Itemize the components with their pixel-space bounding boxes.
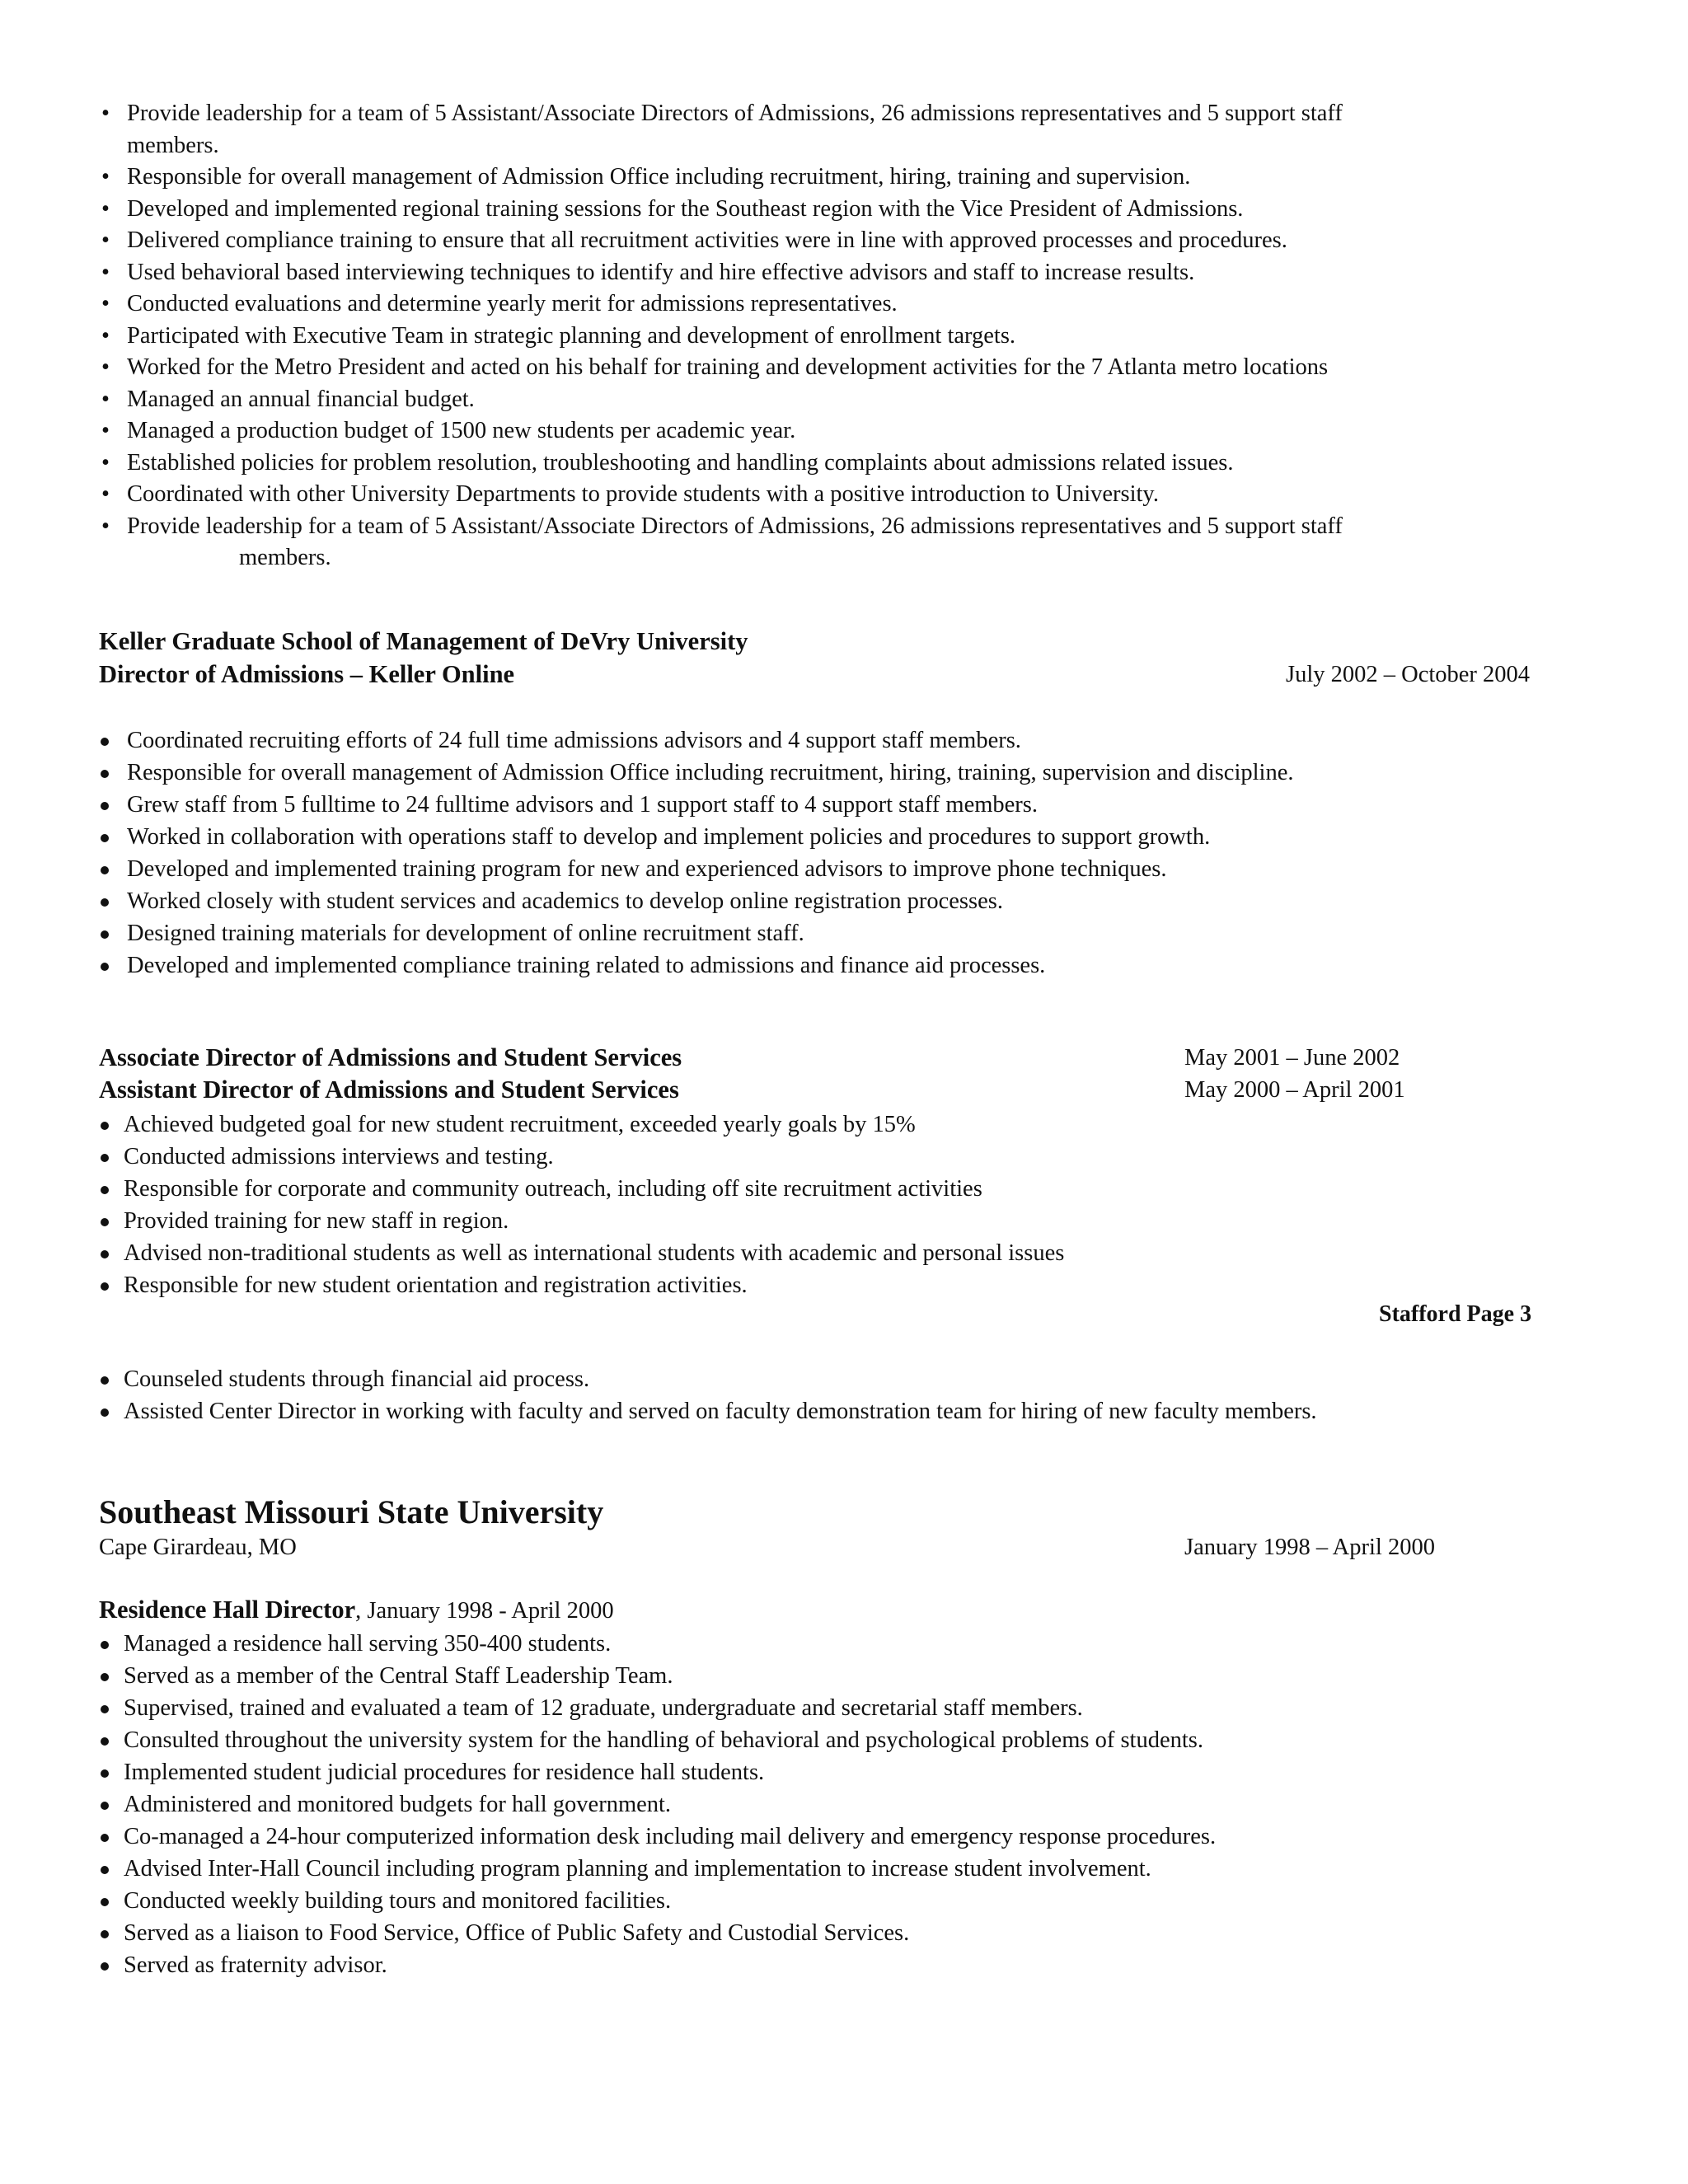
list-item: Administered and monitored budgets for hall government. <box>99 1788 1216 1821</box>
list-item: • Responsible for overall management of Admission Office including recruitment, hiring, training and supervision. <box>99 162 1343 194</box>
list-item: • Participated with Executive Team in strategic planning and development of enrollment targets. <box>99 321 1343 353</box>
page-label: Stafford Page 3 <box>1379 1301 1532 1327</box>
list-item: Responsible for corporate and community outreach, including off site recruitment activities <box>99 1173 1064 1205</box>
list-item: Advised Inter-Hall Council including program planning and implementation to increase student involvement. <box>99 1853 1216 1885</box>
job-dates: January 1998 – April 2000 <box>1184 1535 1435 1560</box>
list-item: Served as a member of the Central Staff Leadership Team. <box>99 1660 1216 1692</box>
list-item: Grew staff from 5 fulltime to 24 fulltime advisors and 1 support staff to 4 support staff members. <box>99 789 1293 821</box>
list-item: Consulted throughout the university system for the handling of behavioral and psychological problems of students. <box>99 1724 1216 1756</box>
list-item: • Worked for the Metro President and acted on his behalf for training and development activities for the 7 Atlanta metro locations <box>99 352 1343 384</box>
list-item: • Delivered compliance training to ensure that all recruitment activities were in line with approved processes and procedures. <box>99 225 1343 257</box>
list-item: • Used behavioral based interviewing techniques to identify and hire effective advisors and staff to increase results. <box>99 257 1343 289</box>
job-dates: May 2001 – June 2002 <box>1184 1045 1400 1071</box>
leadership-bullet-list <box>99 98 1343 574</box>
job-title: Director of Admissions – Keller Online <box>99 660 515 688</box>
job-dates: May 2000 – April 2001 <box>1184 1077 1405 1103</box>
bullet-text-wrap: members. <box>127 132 219 158</box>
list-item <box>99 98 1343 162</box>
role-title: Residence Hall Director <box>99 1596 356 1624</box>
list-item: Conducted weekly building tours and monitored facilities. <box>99 1885 1216 1917</box>
list-item: Served as fraternity advisor. <box>99 1949 1216 1981</box>
list-item: Coordinated recruiting efforts of 24 full time admissions advisors and 4 support staff members. <box>99 724 1293 757</box>
list-item: Worked in collaboration with operations staff to develop and implement policies and procedures to support growth. <box>99 821 1293 853</box>
bullet-text: Provide leadership for a team of 5 Assistant/Associate Directors of Admissions, 26 admissions representatives and 5 support staff <box>127 513 1343 539</box>
semo-bullet-list <box>99 1628 1216 1981</box>
list-item: Provided training for new staff in region. <box>99 1205 1064 1237</box>
list-item: Developed and implemented training program for new and experienced advisors to improve phone techniques. <box>99 853 1293 885</box>
associate-bullet-list-continued <box>99 1363 1317 1427</box>
list-item: Designed training materials for development of online recruitment staff. <box>99 917 1293 949</box>
job-title: Associate Director of Admissions and Student Services <box>99 1043 682 1071</box>
keller-bullet-list <box>99 724 1293 982</box>
list-item: Served as a liaison to Food Service, Office of Public Safety and Custodial Services. <box>99 1917 1216 1949</box>
list-item: Achieved budgeted goal for new student recruitment, exceeded yearly goals by 15% <box>99 1108 1064 1141</box>
list-item <box>99 511 1343 574</box>
associate-bullet-list <box>99 1108 1064 1301</box>
list-item: • Developed and implemented regional training sessions for the Southeast region with the Vice President of Admissions. <box>99 194 1343 226</box>
list-item: • Managed a production budget of 1500 new students per academic year. <box>99 415 1343 448</box>
job-dates: July 2002 – October 2004 <box>1286 662 1531 687</box>
list-item: • Established policies for problem resolution, troubleshooting and handling complaints about admissions related issues. <box>99 448 1343 480</box>
list-item: • Managed an annual financial budget. <box>99 384 1343 416</box>
bullet-text-wrap: members. <box>239 545 331 570</box>
employer-heading: Keller Graduate School of Management of DeVry University <box>99 627 748 655</box>
list-item: Responsible for new student orientation and registration activities. <box>99 1269 1064 1301</box>
list-item: • Coordinated with other University Departments to provide students with a positive introduction to University. <box>99 479 1343 511</box>
list-item: Developed and implemented compliance training related to admissions and finance aid processes. <box>99 949 1293 982</box>
list-item: Supervised, trained and evaluated a team of 12 graduate, undergraduate and secretarial staff members. <box>99 1692 1216 1724</box>
role-dates: , January 1998 - April 2000 <box>355 1598 614 1624</box>
list-item: Worked closely with student services and academics to develop online registration processes. <box>99 885 1293 917</box>
list-item: Conducted admissions interviews and testing. <box>99 1141 1064 1173</box>
list-item: Advised non-traditional students as well as international students with academic and personal issues <box>99 1237 1064 1269</box>
list-item: Counseled students through financial aid process. <box>99 1363 1317 1395</box>
employer-location: Cape Girardeau, MO <box>99 1535 297 1560</box>
list-item: Implemented student judicial procedures for residence hall students. <box>99 1756 1216 1788</box>
employer-heading: Southeast Missouri State University <box>99 1493 604 1530</box>
list-item: • Conducted evaluations and determine yearly merit for admissions representatives. <box>99 288 1343 321</box>
bullet-text: Provide leadership for a team of 5 Assistant/Associate Directors of Admissions, 26 admissions representatives and 5 support staff <box>127 101 1343 126</box>
job-title: Assistant Director of Admissions and Student Services <box>99 1076 679 1104</box>
list-item: Managed a residence hall serving 350-400 students. <box>99 1628 1216 1660</box>
role-line <box>99 1596 614 1624</box>
list-item: Assisted Center Director in working with faculty and served on faculty demonstration team for hiring of new faculty members. <box>99 1395 1317 1427</box>
list-item: Co-managed a 24-hour computerized information desk including mail delivery and emergency response procedures. <box>99 1821 1216 1853</box>
list-item: Responsible for overall management of Admission Office including recruitment, hiring, training, supervision and discipline. <box>99 757 1293 789</box>
